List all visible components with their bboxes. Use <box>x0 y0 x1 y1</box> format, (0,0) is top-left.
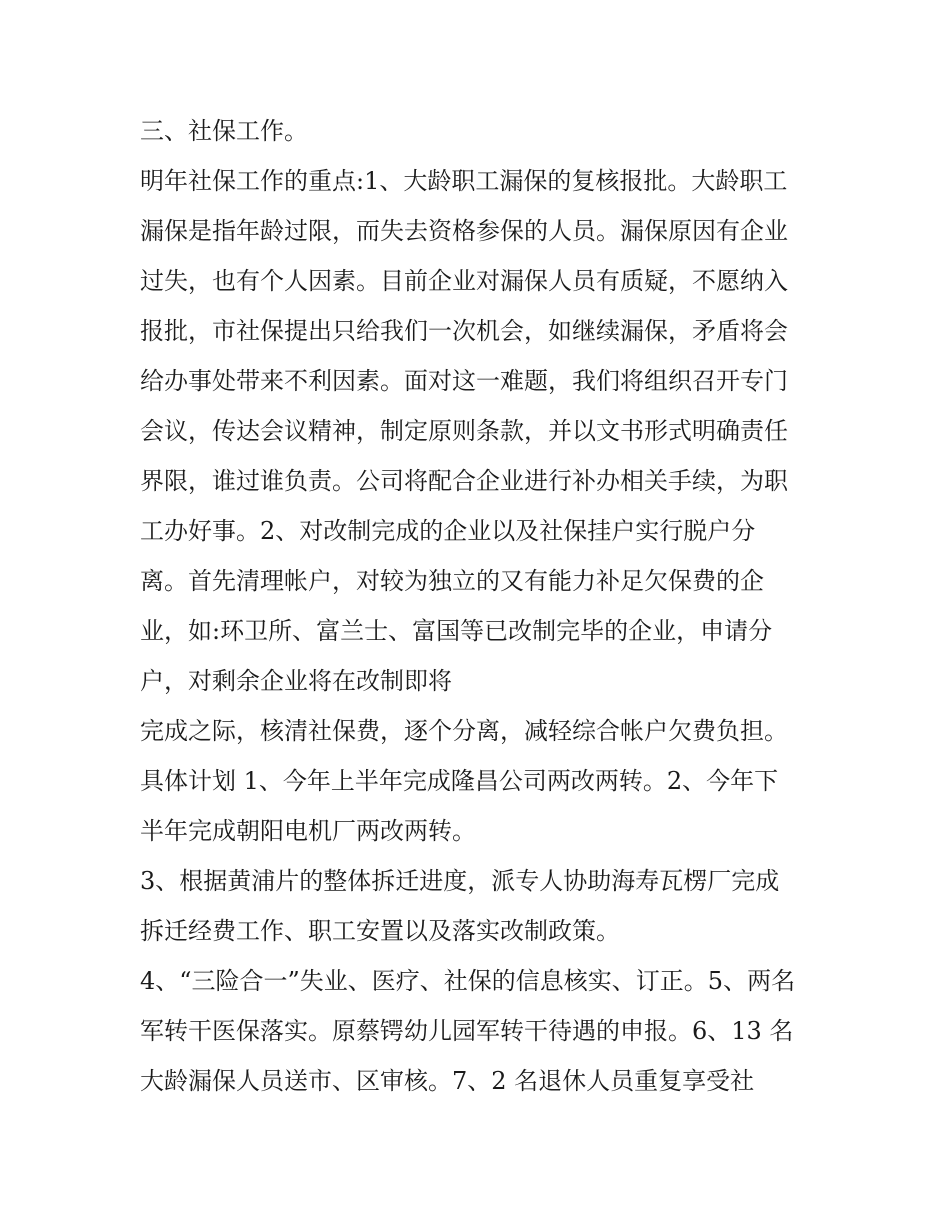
paragraph-line: 军转干医保落实。原蔡锷幼儿园军转干待遇的申报。6、13 名 <box>140 1017 794 1046</box>
paragraph-line: 大龄漏保人员送市、区审核。7、2 名退休人员重复享受社 <box>140 1067 755 1096</box>
paragraph-line: 完成之际，核清社保费，逐个分离，减轻综合帐户欠费负担。 <box>140 717 788 746</box>
paragraph-line: 离。首先清理帐户，对较为独立的又有能力补足欠保费的企 <box>140 567 764 596</box>
paragraph-line: 户，对剩余企业将在改制即将 <box>140 667 452 696</box>
section-heading: 三、社保工作。 <box>140 117 308 146</box>
paragraph-line: 给办事处带来不利因素。面对这一难题，我们将组织召开专门 <box>140 367 788 396</box>
paragraph-line: 4、“三险合一”失业、医疗、社保的信息核实、订正。5、两名 <box>140 967 796 996</box>
paragraph-line: 拆迁经费工作、职工安置以及落实改制政策。 <box>140 917 620 946</box>
document-body <box>140 107 820 1107</box>
paragraph-line: 过失，也有个人因素。目前企业对漏保人员有质疑，不愿纳入 <box>140 267 788 296</box>
paragraph-line: 报批，市社保提出只给我们一次机会，如继续漏保，矛盾将会 <box>140 317 788 346</box>
paragraph-line: 界限，谁过谁负责。公司将配合企业进行补办相关手续，为职 <box>140 467 788 496</box>
paragraph-line: 具体计划 1、今年上半年完成隆昌公司两改两转。2、今年下 <box>140 767 779 796</box>
paragraph-line: 会议，传达会议精神，制定原则条款，并以文书形式明确责任 <box>140 417 788 446</box>
paragraph-line: 半年完成朝阳电机厂两改两转。 <box>140 817 476 846</box>
paragraph-line: 明年社保工作的重点:1、大龄职工漏保的复核报批。大龄职工 <box>140 167 788 196</box>
paragraph-line: 漏保是指年龄过限，而失去资格参保的人员。漏保原因有企业 <box>140 217 788 246</box>
paragraph-line: 3、根据黄浦片的整体拆迁进度，派专人协助海寿瓦楞厂完成 <box>140 867 780 896</box>
paragraph-line: 业，如:环卫所、富兰士、富国等已改制完毕的企业，申请分 <box>140 617 773 646</box>
paragraph-line: 工办好事。2、对改制完成的企业以及社保挂户实行脱户分 <box>140 517 756 546</box>
